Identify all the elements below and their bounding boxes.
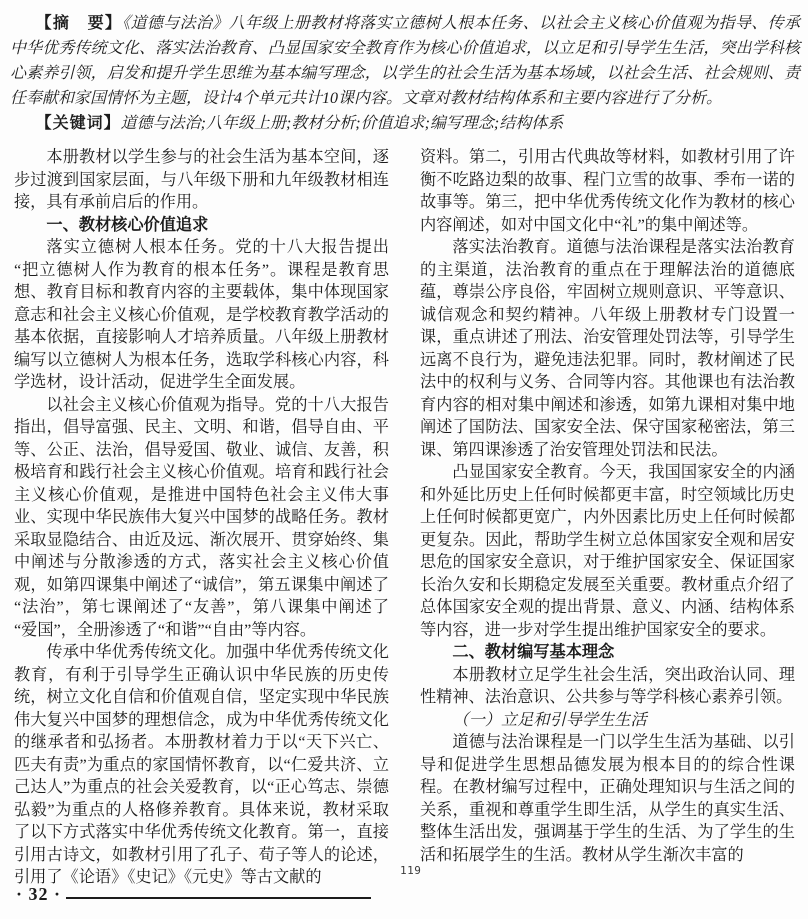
body-paragraph: 道德与法治课程是一门以学生生活为基础、以引导和促进学生思想品德发展为根本目的的综合性课程。在教材编写过程中，正确处理知识与生活之间的关系，重视和尊重学生即生活，从学生的真实生活、整体生活出发，强调基于学生的生活、为了学生的生活和拓展学生的生活。教材从学生渐次丰富的 bbox=[420, 733, 795, 864]
keywords-label: 【关键词】 bbox=[35, 115, 121, 132]
body-paragraph: 落实法治教育。道德与法治课程是落实法治教育的主渠道，法治教育的重点在于理解法治的道德底蕴，尊崇公序良俗，牢固树立规则意识、平等意识、诚信观念和契约精神。八年级上册教材专门设置一课，重点讲述了刑法、治安管理处罚法等，引导学生远离不良行为，避免违法犯罪。同时，教材阐述了民法中的权利与义务、合同等内容。其他课也有法治教育内容的相对集中阐述和渗透，如第九课相对集中地阐述了国防法、国家安全法、保守国家秘密法，第三课、第四课渗透了治安管理处罚法和民法。 bbox=[420, 238, 795, 459]
body-paragraph-continued: 资料。第二，引用古代典故等材料，如教材引用了许衡不吃路边梨的故事、程门立雪的故事、季布一诺的故事等。第三，把中华优秀传统文化作为教材的核心内容阐述，如对中国文化中“礼”的集中阐述等。 bbox=[420, 148, 795, 234]
page-number: · 32 · bbox=[16, 884, 62, 904]
body-paragraph: 本册教材以学生参与的社会生活为基本空间，逐步过渡到国家层面，与八年级下册和九年级教材相连接，具有承前启后的作用。 bbox=[14, 148, 389, 211]
body-columns bbox=[14, 146, 795, 889]
body-paragraph: 落实立德树人根本任务。党的十八大报告提出“把立德树人作为教育的根本任务”。课程是教育思想、教育目标和教育内容的主要载体，集中体现国家意志和社会主义核心价值观，是学校教育教学活动的基本依据，直接影响人才培养质量。八年级上册教材编写以立德树人为根本任务，选取学科核心内容，科学选材，设计活动，促进学生全面发展。 bbox=[14, 238, 389, 391]
body-paragraph: 凸显国家安全教育。今天，我国国家安全的内涵和外延比历史上任何时候都更丰富，时空领域比历史上任何时候都更宽广，内外因素比历史上任何时候都更复杂。因此，帮助学生树立总体国家安全观和居安思危的国家安全意识，对于维护国家安全、保证国家长治久安和长期稳定发展至关重要。教材重点介绍了总体国家安全观的提出背景、意义、内涵、结构体系等内容，进一步对学生提出维护国家安全的要求。 bbox=[420, 463, 795, 639]
section-heading-1: 一、教材核心价值追求 bbox=[46, 215, 209, 234]
column-left bbox=[14, 146, 389, 889]
footer-divider bbox=[66, 897, 371, 899]
body-paragraph: 传承中华优秀传统文化。加强中华优秀传统文化教育，有利于引导学生正确认识中华民族的历史传统，树立文化自信和价值观自信，坚定实现中华民族伟大复兴中国梦的理想信念，成为中华优秀传统文化的继承者和弘扬者。本册教材着力于以“天下兴亡、匹夫有责”为重点的家国情怀教育，以“仁爱共济、立己达人”为重点的社会关爱教育，以“正心笃志、崇德弘毅”为重点的人格修养教育。具体来说，教材采取了以下方式落实中华优秀传统文化教育。第一，直接引用古诗文，如教材引用了孔子、荀子等人的论述，引用了《论语》《史记》《元史》等古文献的 bbox=[14, 643, 389, 886]
gutter-note: 119 bbox=[400, 864, 422, 877]
abstract-paragraph bbox=[10, 11, 800, 111]
keywords-text: 道德与法治;八年级上册;教材分析;价值追求;编写理念;结构体系 bbox=[120, 115, 564, 132]
body-paragraph: 本册教材立足学生社会生活，突出政治认同、理性精神、法治意识、公共参与等学科核心素养引领。 bbox=[420, 665, 795, 706]
keywords-line bbox=[10, 111, 800, 136]
section-heading-2: 二、教材编写基本理念 bbox=[452, 643, 615, 661]
column-right bbox=[420, 146, 795, 889]
abstract-text: 《道德与法治》八年级上册教材将落实立德树人根本任务、以社会主义核心价值观为指导、传承中华优秀传统文化、落实法治教育、凸显国家安全教育作为核心价值追求，以立足和引导学生生活，突出学科核心素养引领，启发和提升学生思维为基本编写理念，以学生的社会生活为基本场域，以社会生活、社会规则、责任奉献和家国情怀为主题，设计4个单元共计10课内容。文章对教材结构体系和主要内容进行了分析。 bbox=[10, 15, 800, 107]
abstract-label: 【摘 要】 bbox=[35, 15, 123, 32]
subsection-heading: （一）立足和引导学生生活 bbox=[452, 710, 647, 729]
body-paragraph: 以社会主义核心价值观为指导。党的十八大报告指出，倡导富强、民主、文明、和谐，倡导自由、平等、公正、法治，倡导爱国、敬业、诚信、友善，积极培育和践行社会主义核心价值观。培育和践行社会主义核心价值观，是推进中国特色社会主义伟大事业、实现中华民族伟大复兴中国梦的战略任务。教材采取显隐结合、由近及远、渐次展开、贯穿始终、集中阐述与分散渗透的方式，落实社会主义核心价值观，如第四课集中阐述了“诚信”，第五课集中阐述了“法治”，第七课阐述了“友善”，第八课集中阐述了“爱国”，全册渗透了“和谐”“自由”等内容。 bbox=[14, 395, 389, 639]
abstract-block bbox=[10, 11, 800, 136]
